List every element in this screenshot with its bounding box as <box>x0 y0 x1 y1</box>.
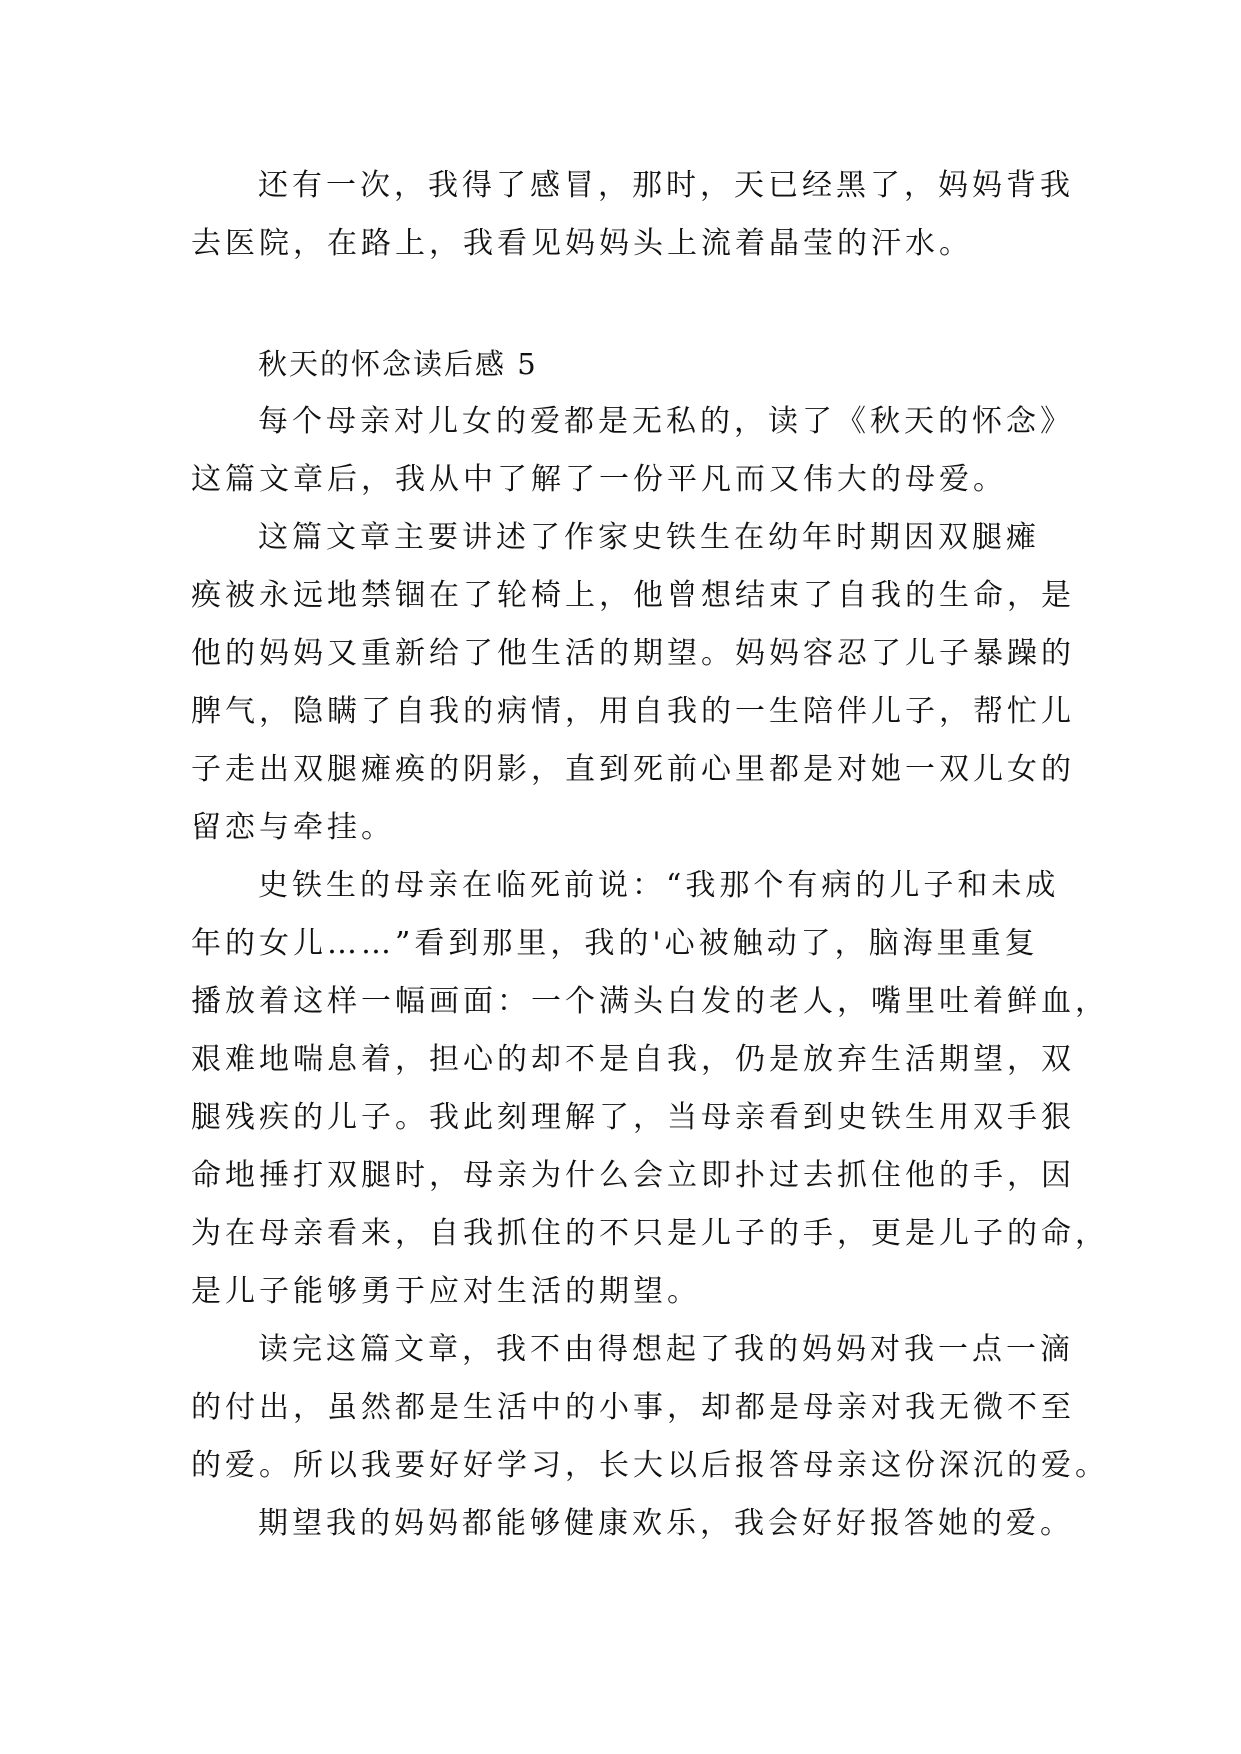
paragraph-line: 是儿子能够勇于应对生活的期望。 <box>191 1274 701 1309</box>
paragraph-line: 艰难地喘息着，担心的却不是自我，仍是放弃生活期望，双 <box>191 1042 1075 1077</box>
paragraph-line: 痪被永远地禁锢在了轮椅上，他曾想结束了自我的生命，是 <box>191 578 1075 613</box>
paragraph-line: 读完这篇文章，我不由得想起了我的妈妈对我一点一滴 <box>258 1332 1074 1367</box>
paragraph-line: 腿残疾的儿子。我此刻理解了，当母亲看到史铁生用双手狠 <box>191 1100 1075 1135</box>
paragraph-line: 年的女儿……”看到那里，我的'心被触动了，脑海里重复 <box>191 926 1039 961</box>
paragraph-line: 命地捶打双腿时，母亲为什么会立即扑过去抓住他的手，因 <box>191 1158 1075 1193</box>
paragraph-line: 留恋与牵挂。 <box>191 810 395 845</box>
paragraph-line: 这篇文章后，我从中了解了一份平凡而又伟大的母爱。 <box>191 462 1007 497</box>
paragraph-line: 为在母亲看来，自我抓住的不只是儿子的手，更是儿子的命， <box>191 1216 1109 1251</box>
paragraph-line: 的爱。所以我要好好学习，长大以后报答母亲这份深沉的爱。 <box>191 1448 1109 1483</box>
paragraph-line: 子走出双腿瘫痪的阴影，直到死前心里都是对她一双儿女的 <box>191 752 1075 787</box>
paragraph-line: 史铁生的母亲在临死前说：“我那个有病的儿子和未成 <box>258 868 1060 903</box>
paragraph-line: 的付出，虽然都是生活中的小事，却都是母亲对我无微不至 <box>191 1390 1075 1425</box>
paragraph-line: 去医院，在路上，我看见妈妈头上流着晶莹的汗水。 <box>191 226 973 261</box>
paragraph-line: 还有一次，我得了感冒，那时，天已经黑了，妈妈背我 <box>258 168 1074 203</box>
paragraph-line: 播放着这样一幅画面：一个满头白发的老人，嘴里吐着鲜血， <box>191 984 1109 1019</box>
paragraph-line: 脾气，隐瞒了自我的病情，用自我的一生陪伴儿子，帮忙儿 <box>191 694 1075 729</box>
paragraph-line: 期望我的妈妈都能够健康欢乐，我会好好报答她的爱。 <box>258 1506 1074 1541</box>
essay-section <box>191 335 1109 1553</box>
paragraph-line: 每个母亲对儿女的爱都是无私的，读了《秋天的怀念》 <box>258 404 1074 439</box>
paragraph-line: 他的妈妈又重新给了他生活的期望。妈妈容忍了儿子暴躁的 <box>191 636 1075 671</box>
paragraph-line: 这篇文章主要讲述了作家史铁生在幼年时期因双腿瘫 <box>258 520 1040 555</box>
section-heading: 秋天的怀念读后感 5 <box>258 347 538 381</box>
paragraph-cold-memory <box>191 157 1074 273</box>
